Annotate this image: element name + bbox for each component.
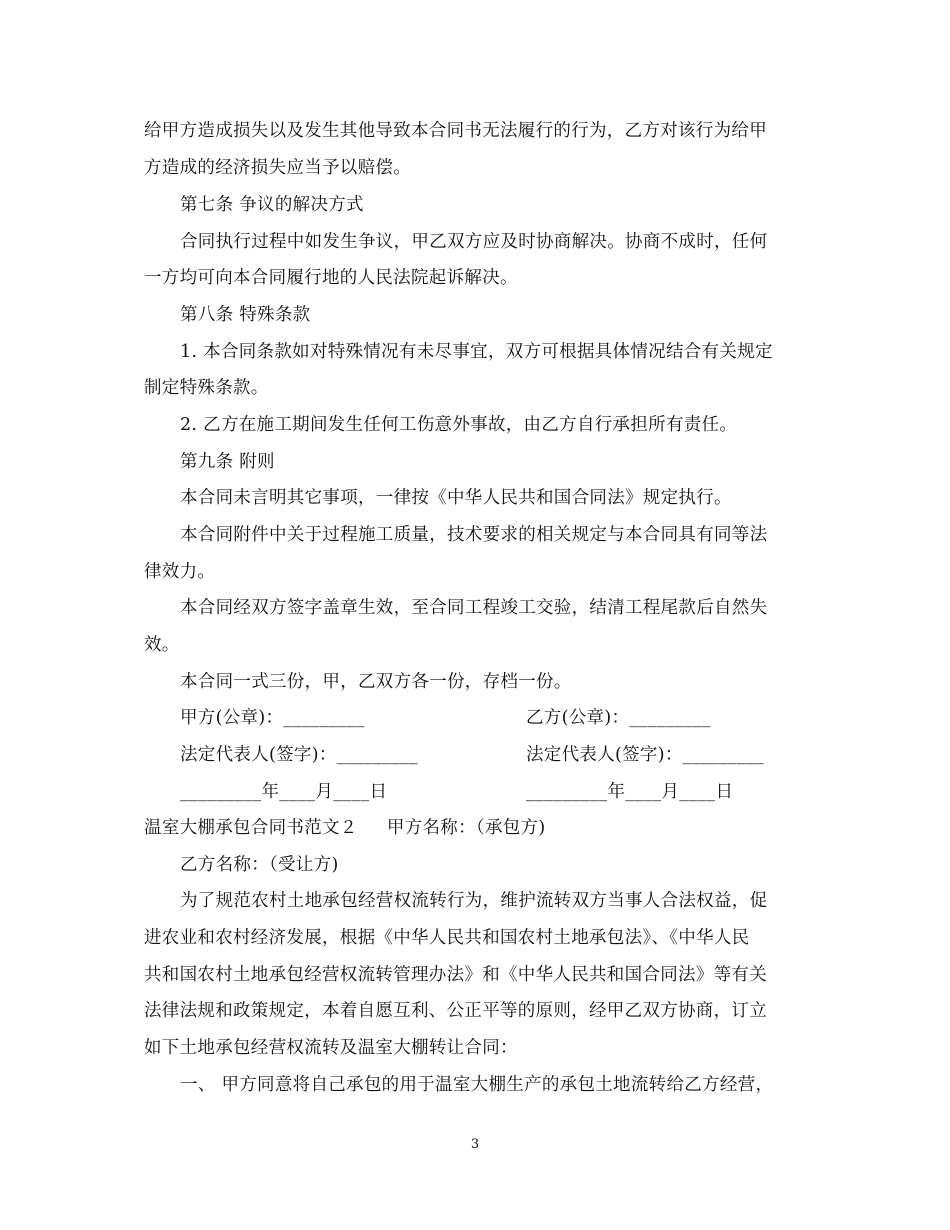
paragraph-line: 本合同附件中关于过程施工质量，技术要求的相关规定与本合同具有同等法 <box>180 525 768 545</box>
party-b-seal: 乙方(公章)：_________ <box>526 708 711 728</box>
paragraph-line: 共和国农村土地承包经营权流转管理办法》和《中华人民共和国合同法》等有关 <box>144 965 767 985</box>
paragraph-line: 合同执行过程中如发生争议，甲乙双方应及时协商解决。协商不成时，任何 <box>180 232 768 252</box>
paragraph-line: 本合同一式三份，甲，乙双方各一份，存档一份。 <box>180 672 572 692</box>
paragraph-line: 方造成的经济损失应当予以赔偿。 <box>144 158 411 178</box>
paragraph-line: 如下土地承包经营权流转及温室大棚转让合同： <box>144 1038 518 1058</box>
paragraph-line: 一、 甲方同意将自己承包的用于温室大棚生产的承包土地流转给乙方经营， <box>180 1075 774 1095</box>
paragraph-line: 为了规范农村土地承包经营权流转行为，维护流转双方当事人合法权益，促 <box>180 891 768 911</box>
party-b-name: 乙方名称：（受让方) <box>180 855 339 875</box>
paragraph-line: 进农业和农村经济发展，根据《中华人民共和国农村土地承包法》、《中华人民 <box>144 928 750 948</box>
paragraph-line: 法律法规和政策规定，本着自愿互利、公正平等的原则，经甲乙双方协商，订立 <box>144 1001 767 1021</box>
party-a-representative: 法定代表人(签字)：_________ <box>180 745 419 765</box>
document-title-line: 温室大棚承包合同书范文２ 甲方名称：（承包方) <box>144 818 546 838</box>
paragraph-line: 本合同经双方签字盖章生效，至合同工程竣工交验，结清工程尾款后自然失 <box>180 598 768 618</box>
page-number: 3 <box>470 1137 480 1152</box>
paragraph-line: 1. 本合同条款如对特殊情况有未尽事宜，双方可根据具体情况结合有关规定 <box>180 342 773 362</box>
paragraph-line: 一方均可向本合同履行地的人民法院起诉解决。 <box>144 268 518 288</box>
paragraph-line: 律效力。 <box>144 562 216 582</box>
paragraph-line: 给甲方造成损失以及发生其他导致本合同书无法履行的行为，乙方对该行为给甲 <box>144 121 767 141</box>
paragraph-line: 效。 <box>144 635 180 655</box>
party-b-date: _________年____月____日 <box>526 782 734 802</box>
section-heading: 第九条 附则 <box>180 452 275 472</box>
party-b-representative: 法定代表人(签字)：_________ <box>526 745 765 765</box>
paragraph-line: 本合同未言明其它事项，一律按《中华人民共和国合同法》规定执行。 <box>180 488 732 508</box>
paragraph-line: 2. 乙方在施工期间发生任何工伤意外事故，由乙方自行承担所有责任。 <box>180 415 738 435</box>
paragraph-line: 制定特殊条款。 <box>144 378 269 398</box>
party-a-date: _________年____月____日 <box>180 782 388 802</box>
section-heading: 第八条 特殊条款 <box>180 305 311 325</box>
party-a-seal: 甲方(公章)：_________ <box>180 708 365 728</box>
section-heading: 第七条 争议的解决方式 <box>180 195 364 215</box>
